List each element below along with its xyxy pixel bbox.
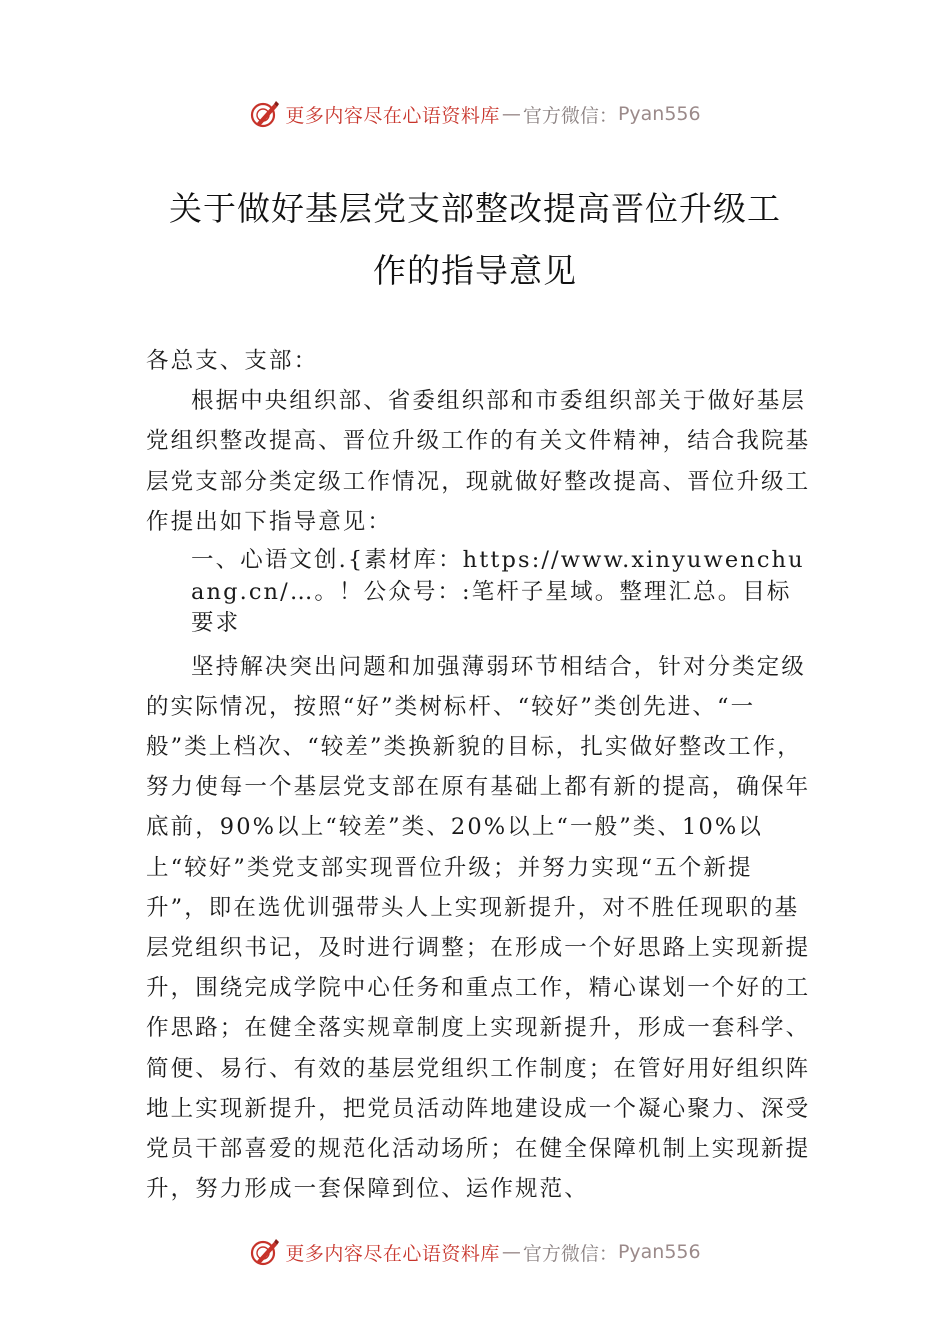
pen-seal-icon bbox=[249, 99, 279, 129]
watermark-text: 更多内容尽在心语资料库 bbox=[285, 1242, 500, 1265]
salutation: 各总支、支部： bbox=[146, 348, 319, 374]
watermark-banner-bottom bbox=[0, 1232, 950, 1272]
watermark-banner-top bbox=[0, 94, 950, 134]
watermark-text: 更多内容尽在心语资料库 bbox=[285, 104, 500, 127]
document-title bbox=[100, 178, 850, 302]
intro-paragraph: 根据中央组织部、省委组织部和市委组织部关于做好基层党组织整改提高、晋位升级工作的有关文件精神，结合我院基层党支部分类定级工作情况，现就做好整改提高、晋位升级工作提出如下指导意见： bbox=[146, 388, 811, 535]
watermark-separator: — bbox=[501, 1241, 521, 1263]
title-line-1: 关于做好基层党支部整改提高晋位升级工 bbox=[169, 189, 781, 228]
pen-seal-icon bbox=[249, 1237, 279, 1267]
watermark-wechat-id: Pyan556 bbox=[617, 1241, 701, 1263]
section-1-paragraph: 坚持解决突出问题和加强薄弱环节相结合，针对分类定级的实际情况，按照“好”类树标杆、“较好”类创先进、“一般”类上档次、“较差”类换新貌的目标，扎实做好整改工作， 努力使每一个基层党支部在原有基础上都有新的提高，确保年底前，90%以上“较差”类、20%以上“一般”类、10%以上“较好”类党支部实现晋位升级；并努力实现“五个新提升”，即在选优训强带头人上实现新提升，对不胜任现职的基层党组织书记，及时进行调整；在形成一个好思路上实现新提升，围绕完成学院中心任务和重点工作，精心谋划一个好的工作思路；在健全落实规章制度上实现新提升，形成一套科学、简便、易行、有效的基层党组织工作制度；在管好用好组织阵地上实现新提升，把党员活动阵地建设成一个凝心聚力、深受党员干部喜爱的规范化活动场所；在健全保障机制上实现新提升，努力形成一套保障到位、运作规范、 bbox=[146, 653, 811, 1203]
section-1-heading: 一、心语文创.{素材库：https://www.xinyuwenchuang.cn/…。！公众号：:笔杆子星域。整理汇总。目标要求 bbox=[191, 547, 805, 637]
document-body bbox=[146, 341, 814, 1209]
watermark-label: 官方微信： bbox=[522, 1242, 618, 1265]
watermark-label: 官方微信： bbox=[522, 104, 618, 127]
title-line-2: 作的指导意见 bbox=[373, 251, 577, 290]
watermark-separator: — bbox=[501, 103, 521, 125]
watermark-wechat-id: Pyan556 bbox=[617, 103, 701, 125]
